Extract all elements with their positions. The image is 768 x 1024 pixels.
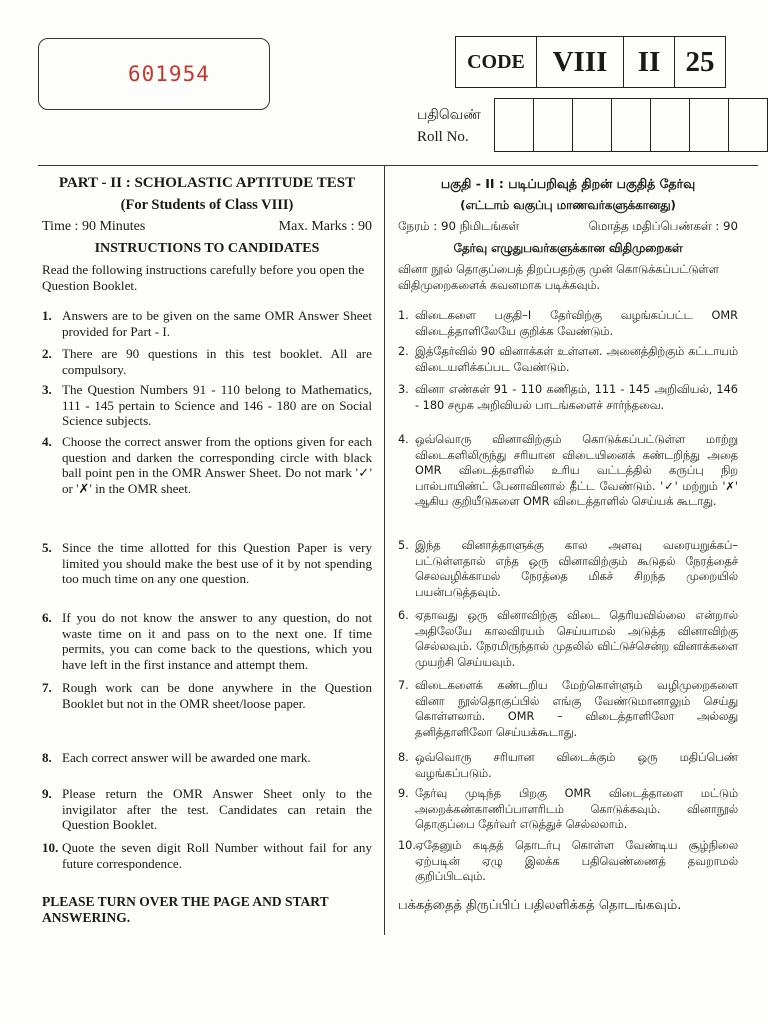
tamil-time-row xyxy=(398,219,738,235)
tamil-intro: வினா நூல் தொகுப்பைத் திறப்பதற்கு முன் கொடுக்கப்பட்டுள்ள விதிமுறைகளைக் கவனமாக படிக்கவும். xyxy=(398,263,719,292)
item-text: There are 90 questions in this test booklet. All are compulsory. xyxy=(62,346,372,377)
english-instruction-item xyxy=(42,680,372,711)
roll-label-tamil: பதிவெண் xyxy=(417,107,481,123)
english-time-row xyxy=(42,219,372,235)
item-text: விடைகளைக் கண்டறிய மேற்கொள்ளும் வழிமுறைகளை வினா நூல்தொகுப்பில் எங்கு வேண்டுமானாலும் செய்து கொள்ளலாம். OMR – விடைத்தாளிலோ அல்லது தனித்தாளிலோ செய்யக்கூடாது. xyxy=(415,679,738,739)
code-part: II xyxy=(624,37,675,87)
column-divider xyxy=(384,165,385,935)
item-number: 10. xyxy=(398,839,416,852)
item-text: தேர்வு முடிந்த பிறகு OMR விடைத்தாளை மட்டும் அறைக்கண்காணிப்பாளரிடம் கொடுக்கவும். வினாநூல் தொகுப்பை தேர்வர் எடுத்துச் செல்லலாம். xyxy=(415,787,738,832)
item-text: இத்தேர்வில் 90 வினாக்கள் உள்ளன. அனைத்திற்கும் கட்டாயம் விடையளிக்கப்பட வேண்டும். xyxy=(415,345,738,374)
english-footer: PLEASE TURN OVER THE PAGE AND START ANSWERING. xyxy=(42,894,329,925)
item-number: 7. xyxy=(42,680,52,695)
english-title: PART - II : SCHOLASTIC APTITUDE TEST xyxy=(58,175,356,191)
tamil-instruction-item xyxy=(398,678,738,740)
english-instruction-item xyxy=(42,610,372,672)
item-number: 3. xyxy=(42,382,52,397)
item-text: Since the time allotted for this Question Paper is very limited you should make the best use of it by not spending too much time on any one question. xyxy=(62,540,372,587)
tamil-instruction-item xyxy=(398,838,738,885)
item-text: Quote the seven digit Roll Number without fail for any future correspondence. xyxy=(62,840,372,871)
english-subtitle: (For Students of Class VIII) xyxy=(120,196,294,213)
roll-number-boxes xyxy=(494,98,768,152)
item-number: 4. xyxy=(42,434,52,449)
item-text: Please return the OMR Answer Sheet only to the invigilator after the test. Candidates can retain the Question Booklet. xyxy=(62,786,372,833)
item-text: ஏதாவது ஒரு வினாவிற்கு விடை தெரியவில்லை என்றால் அதிலேயே காலவிரயம் செய்யாமல் அடுத்த வினாவிற்கு செல்லவும். நேரமிருந்தால் முதலில் விட்டுச்சென்ற வினாக்களை முயற்சி செய்யவும். xyxy=(415,609,738,669)
item-number: 6. xyxy=(398,609,409,622)
tamil-instruction-item xyxy=(398,786,738,833)
english-instructions-heading: INSTRUCTIONS TO CANDIDATES xyxy=(94,240,320,256)
roll-digit-box xyxy=(534,99,573,151)
item-text: The Question Numbers 91 - 110 belong to Mathematics, 111 - 145 pertain to Science and 146 - 180 are on Social Science subjects. xyxy=(62,382,372,429)
item-number: 8. xyxy=(398,751,409,764)
item-text: விடைகளை பகுதி–I தேர்விற்கு வழங்கப்பட்ட OMR விடைத்தாளிலேயே குறிக்க வேண்டும். xyxy=(415,309,738,338)
english-instruction-item xyxy=(42,540,372,587)
item-number: 6. xyxy=(42,610,52,625)
item-text: Rough work can be done anywhere in the Question Booklet but not in the OMR sheet/loose paper. xyxy=(62,680,372,711)
tamil-instruction-item xyxy=(398,344,738,375)
tamil-time: நேரம் : 90 நிமிடங்கள் xyxy=(398,219,520,234)
tamil-instruction-item xyxy=(398,432,738,510)
item-number: 3. xyxy=(398,383,409,396)
serial-number: 601954 xyxy=(128,62,210,86)
code-box xyxy=(455,36,726,88)
tamil-max-marks: மொத்த மதிப்பெண்கள் : 90 xyxy=(588,219,738,234)
item-text: If you do not know the answer to any question, do not waste time on it and pass on to the next one. If time permits, you can come back to the questions, which you have left in the first instance and attempt them. xyxy=(62,610,372,672)
item-number: 9. xyxy=(42,786,52,801)
tamil-instruction-item xyxy=(398,538,738,600)
item-text: ஒவ்வொரு சரியான விடைக்கும் ஒரு மதிப்பெண் வழங்கப்படும். xyxy=(415,751,738,780)
item-number: 5. xyxy=(398,539,409,552)
roll-digit-box xyxy=(690,99,729,151)
item-text: Answers are to be given on the same OMR Answer Sheet provided for Part - I. xyxy=(62,308,372,339)
english-instruction-item xyxy=(42,434,372,496)
item-text: ஏதேனும் கடிதத் தொடர்பு கொள்ள வேண்டிய சூழ்நிலை ஏற்படின் ஏழு இலக்க பதிவெண்ணைத் தவறாமல் குறிப்பிடவும். xyxy=(415,839,738,884)
tamil-instructions-heading: தேர்வு எழுதுபவர்களுக்கான விதிமுறைகள் xyxy=(453,240,683,255)
item-text: இந்த வினாத்தாளுக்கு கால அளவு வரையறுக்கப்–பட்டுள்ளதால் எந்த ஒரு வினாவிற்கும் கூடுதல் நேரத்தைச் செலவழிக்காமல் நேரத்தை மிகச் சிறந்த முறையில் பயன்படுத்தவும். xyxy=(415,539,738,599)
item-number: 4. xyxy=(398,433,409,446)
english-instruction-item xyxy=(42,308,372,339)
item-number: 5. xyxy=(42,540,52,555)
roll-label xyxy=(417,104,481,148)
english-max-marks: Max. Marks : 90 xyxy=(278,219,372,235)
code-label: CODE xyxy=(456,37,537,87)
tamil-instruction-item xyxy=(398,750,738,781)
item-number: 7. xyxy=(398,679,409,692)
tamil-instruction-item xyxy=(398,608,738,670)
english-intro: Read the following instructions carefully before you open the Question Booklet. xyxy=(42,262,365,293)
code-number: 25 xyxy=(685,45,715,78)
roll-digit-box xyxy=(612,99,651,151)
item-text: வினா எண்கள் 91 - 110 கணிதம், 111 - 145 அறிவியல், 146 - 180 சமூக அறிவியல் பாடங்களைச் சார்ந்தவை. xyxy=(415,383,738,412)
english-instruction-item xyxy=(42,750,372,766)
english-column xyxy=(42,176,372,936)
item-number: 2. xyxy=(42,346,52,361)
item-text: ஒவ்வொரு வினாவிற்கும் கொடுக்கப்பட்டுள்ள மாற்று விடைகளிலிருந்து சரியான விடையினைக் கண்டறிந்து அதை OMR விடைத்தாளில் உரிய வட்டத்தில் கருப்பு நிற பால்பாயிண்ட் பேனாவினால் தீட்ட வேண்டும். '✓' மற்றும் '✗' ஆகிய குறியீடுகளை OMR விடைத்தாளில் செய்யக் கூடாது. xyxy=(415,433,738,509)
roll-digit-box xyxy=(651,99,690,151)
tamil-title: பகுதி - II : படிப்பறிவுத் திறன் பகுதித் தேர்வு xyxy=(440,176,696,191)
item-number: 1. xyxy=(398,309,409,322)
tamil-instruction-item xyxy=(398,308,738,339)
english-instruction-item xyxy=(42,840,372,871)
roll-digit-box xyxy=(573,99,612,151)
code-class: VIII xyxy=(537,37,624,87)
tamil-subtitle: (எட்டாம் வகுப்பு மாணவர்களுக்கானது) xyxy=(460,197,676,212)
tamil-footer: பக்கத்தைத் திருப்பிப் பதிலளிக்கத் தொடங்கவும். xyxy=(398,898,682,913)
item-text: Choose the correct answer from the options given for each question and darken the corresponding circle with black ball point pen in the OMR Answer Sheet. Do not mark '✓' or '✗' in the OMR sheet. xyxy=(62,434,372,496)
tamil-column xyxy=(398,176,738,936)
roll-label-english: Roll No. xyxy=(417,129,469,145)
tamil-instruction-item xyxy=(398,382,738,413)
item-number: 2. xyxy=(398,345,409,358)
item-number: 9. xyxy=(398,787,409,800)
item-number: 1. xyxy=(42,308,52,323)
roll-digit-box xyxy=(495,99,534,151)
english-instruction-item xyxy=(42,346,372,377)
item-number: 8. xyxy=(42,750,52,765)
roll-digit-box xyxy=(729,99,767,151)
english-instruction-item xyxy=(42,382,372,429)
english-time: Time : 90 Minutes xyxy=(42,219,146,235)
horizontal-divider xyxy=(38,165,758,166)
item-number: 10. xyxy=(42,840,59,855)
item-text: Each correct answer will be awarded one mark. xyxy=(62,750,311,765)
english-instruction-item xyxy=(42,786,372,833)
